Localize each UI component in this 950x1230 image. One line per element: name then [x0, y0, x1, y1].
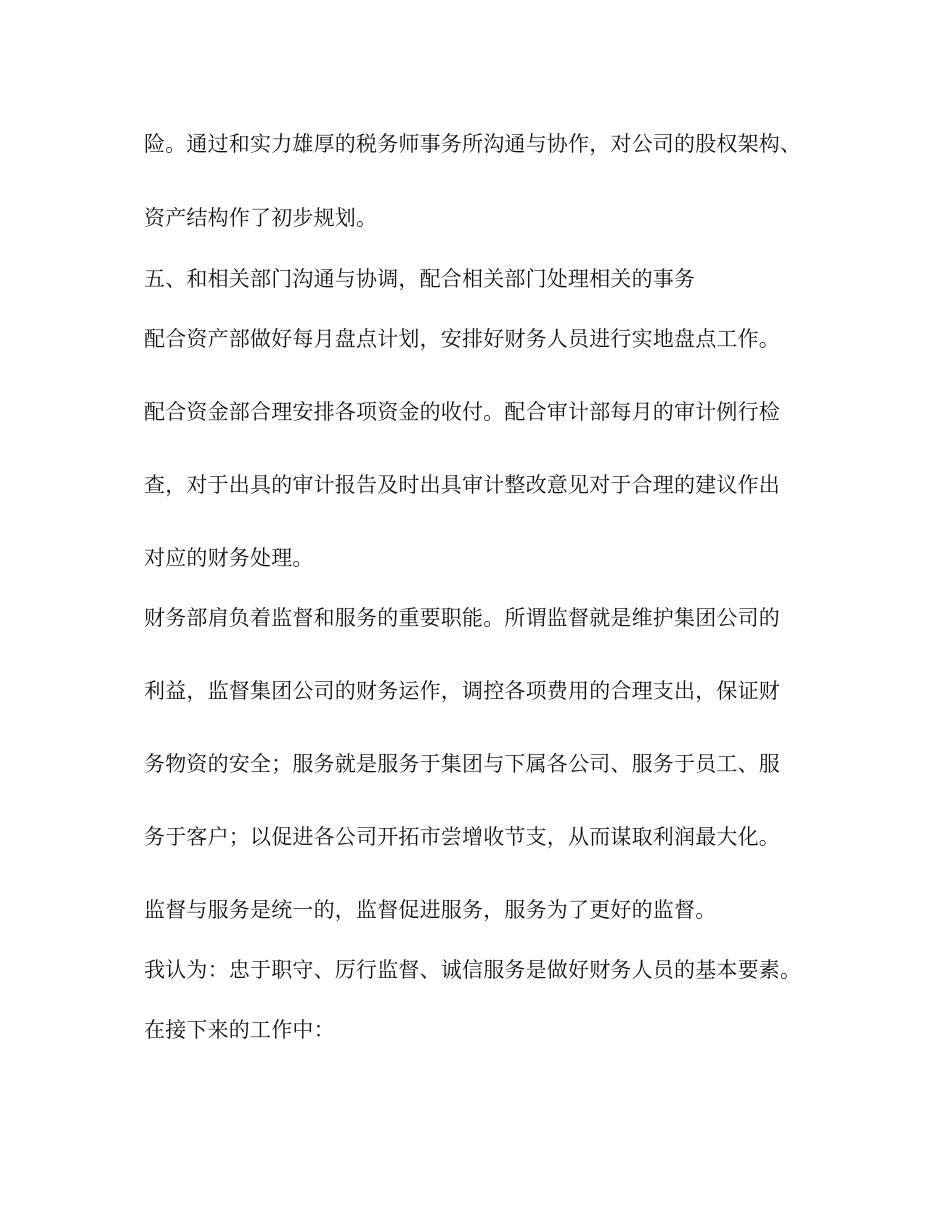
text-line: 在接下来的工作中：: [144, 1018, 335, 1042]
text-line: 查，对于出具的审计报告及时出具审计整改意见对于合理的建议作出: [144, 473, 780, 497]
text-line: 务物资的安全；服务就是服务于集团与下属各公司、服务于员工、服: [144, 752, 780, 776]
text-line: 我认为：忠于职守、厉行监督、诚信服务是做好财务人员的基本要素。: [144, 958, 802, 982]
text-line: 监督与服务是统一的，监督促进服务，服务为了更好的监督。: [144, 898, 717, 922]
text-line: 险。通过和实力雄厚的税务师事务所沟通与协作，对公司的股权架构、: [144, 132, 802, 156]
text-line: 利益，监督集团公司的财务运作，调控各项费用的合理支出，保证财: [144, 679, 780, 703]
text-line: 对应的财务处理。: [144, 546, 314, 570]
text-line: 资产结构作了初步规划。: [144, 206, 378, 230]
section-heading: 五、和相关部门沟通与协调，配合相关部门处理相关的事务: [144, 267, 696, 291]
text-line: 配合资金部合理安排各项资金的收付。配合审计部每月的审计例行检: [144, 400, 780, 424]
text-line: 配合资产部做好每月盘点计划，安排好财务人员进行实地盘点工作。: [144, 327, 780, 351]
text-line: 务于客户；以促进各公司开拓市尝增收节支，从而谋取利润最大化。: [144, 825, 780, 849]
text-line: 财务部肩负着监督和服务的重要职能。所谓监督就是维护集团公司的: [144, 606, 780, 630]
